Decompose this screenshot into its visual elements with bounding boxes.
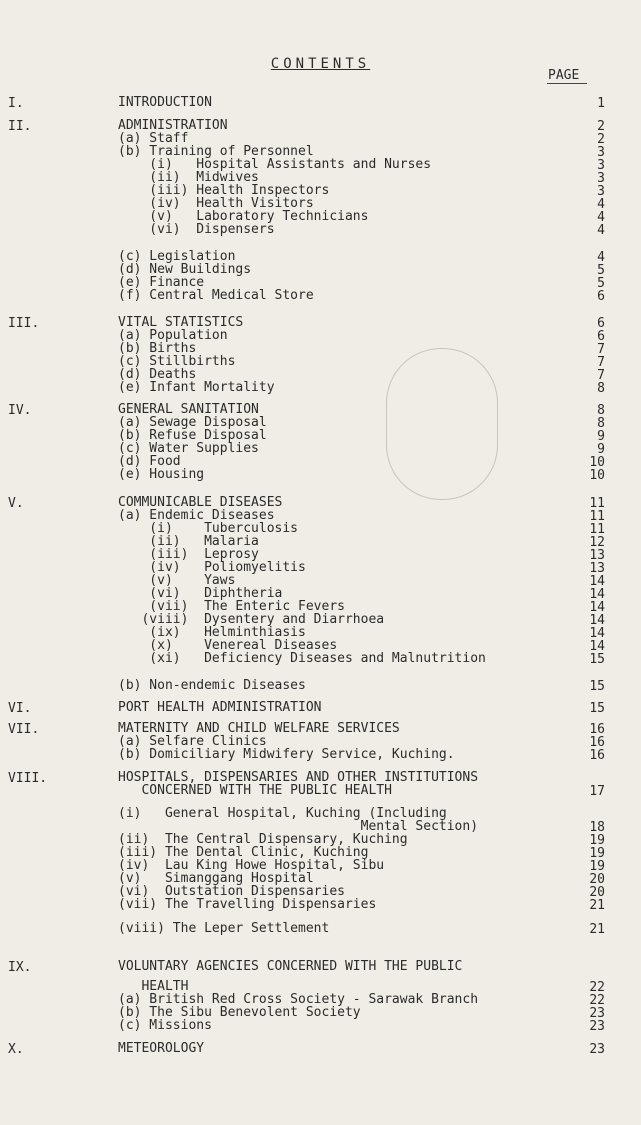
entry-title: (x) Venereal Diseases xyxy=(118,638,338,653)
entry-title: (b) Births xyxy=(118,341,197,356)
entry-title: VITAL STATISTICS xyxy=(118,315,244,330)
entry-page-number: 4 xyxy=(597,223,605,238)
entry-title: (vi) Outstation Dispensaries xyxy=(118,884,345,899)
entry-title: (ii) Midwives xyxy=(118,170,259,185)
entry-page-number: 4 xyxy=(597,197,605,212)
entry-page-number: 15 xyxy=(589,652,605,667)
entry-page-number: 14 xyxy=(589,600,605,615)
entry-title: METEOROLOGY xyxy=(118,1041,205,1056)
entry-page-number: 14 xyxy=(589,613,605,628)
entry-title: (v) Yaws xyxy=(118,573,236,588)
entry-title: (ii) Malaria xyxy=(118,534,259,549)
section-number: IV. xyxy=(8,403,32,418)
entry-title: (b) The Sibu Benevolent Society xyxy=(118,1005,361,1020)
entry-title: (c) Water Supplies xyxy=(118,441,259,456)
entry-page-number: 5 xyxy=(597,276,605,291)
entry-title: (e) Housing xyxy=(118,467,205,482)
entry-title: ADMINISTRATION xyxy=(118,118,228,133)
entry-title: (i) General Hospital, Kuching (Including xyxy=(118,806,447,821)
entry-page-number: 16 xyxy=(589,735,605,750)
entry-title: (a) Endemic Diseases xyxy=(118,508,275,523)
section-number: III. xyxy=(8,316,40,331)
entry-page-number: 9 xyxy=(597,442,605,457)
entry-title: (vi) Diphtheria xyxy=(118,586,283,601)
entry-page-number: 8 xyxy=(597,381,605,396)
entry-page-number: 3 xyxy=(597,171,605,186)
entry-page-number: 21 xyxy=(589,922,605,937)
entry-title: (b) Domiciliary Midwifery Service, Kuching. xyxy=(118,747,455,762)
entry-page-number: 19 xyxy=(589,859,605,874)
page-column-label: PAGE xyxy=(548,68,580,83)
entry-page-number: 20 xyxy=(589,872,605,887)
entry-page-number: 13 xyxy=(589,561,605,576)
entry-page-number: 9 xyxy=(597,429,605,444)
section-number: VII. xyxy=(8,722,40,737)
entry-title: (b) Non-endemic Diseases xyxy=(118,678,306,693)
entry-page-number: 8 xyxy=(597,403,605,418)
entry-page-number: 10 xyxy=(589,468,605,483)
entry-page-number: 15 xyxy=(589,679,605,694)
section-number: I. xyxy=(8,96,24,111)
entry-title: (b) Training of Personnel xyxy=(118,144,314,159)
entry-page-number: 3 xyxy=(597,145,605,160)
entry-title: (v) Laboratory Technicians xyxy=(118,209,369,224)
entry-title: (ii) The Central Dispensary, Kuching xyxy=(118,832,408,847)
library-stamp xyxy=(386,348,498,500)
entry-page-number: 23 xyxy=(589,1042,605,1057)
entry-page-number: 23 xyxy=(589,1019,605,1034)
entry-title: (iv) Poliomyelitis xyxy=(118,560,306,575)
entry-title: (iv) Health Visitors xyxy=(118,196,314,211)
entry-page-number: 5 xyxy=(597,263,605,278)
entry-title: HOSPITALS, DISPENSARIES AND OTHER INSTITUTIONS xyxy=(118,770,479,785)
entry-title: (vii) The Travelling Dispensaries xyxy=(118,897,377,912)
entry-title: (c) Missions xyxy=(118,1018,212,1033)
section-number: VIII. xyxy=(8,771,48,786)
entry-page-number: 15 xyxy=(589,701,605,716)
entry-page-number: 3 xyxy=(597,158,605,173)
entry-title: (a) Selfare Clinics xyxy=(118,734,267,749)
entry-title: INTRODUCTION xyxy=(118,95,212,110)
section-number: IX. xyxy=(8,960,32,975)
entry-title: (d) Deaths xyxy=(118,367,197,382)
entry-title: (i) Tuberculosis xyxy=(118,521,299,536)
entry-page-number: 11 xyxy=(589,509,605,524)
entry-title: (xi) Deficiency Diseases and Malnutrition xyxy=(118,651,486,666)
section-number: II. xyxy=(8,119,32,134)
entry-page-number: 22 xyxy=(589,980,605,995)
entry-title: (e) Infant Mortality xyxy=(118,380,275,395)
entry-title: (f) Central Medical Store xyxy=(118,288,314,303)
entry-title: (iv) Lau King Howe Hospital, Sibu xyxy=(118,858,385,873)
entry-page-number: 11 xyxy=(589,522,605,537)
entry-page-number: 20 xyxy=(589,885,605,900)
entry-title: (ix) Helminthiasis xyxy=(118,625,306,640)
entry-page-number: 1 xyxy=(597,96,605,111)
entry-page-number: 13 xyxy=(589,548,605,563)
entry-page-number: 4 xyxy=(597,210,605,225)
entry-title: HEALTH xyxy=(118,979,189,994)
entry-title: PORT HEALTH ADMINISTRATION xyxy=(118,700,322,715)
entry-title: Mental Section) xyxy=(118,819,479,834)
entry-page-number: 6 xyxy=(597,316,605,331)
entry-page-number: 21 xyxy=(589,898,605,913)
entry-title: (b) Refuse Disposal xyxy=(118,428,267,443)
entry-title: (a) Population xyxy=(118,328,228,343)
section-number: VI. xyxy=(8,701,32,716)
entry-title: CONCERNED WITH THE PUBLIC HEALTH xyxy=(118,783,392,798)
entry-title: (vi) Dispensers xyxy=(118,222,275,237)
entry-page-number: 12 xyxy=(589,535,605,550)
entry-page-number: 14 xyxy=(589,587,605,602)
entry-page-number: 7 xyxy=(597,355,605,370)
entry-page-number: 22 xyxy=(589,993,605,1008)
entry-title: (vii) The Enteric Fevers xyxy=(118,599,345,614)
entry-page-number: 14 xyxy=(589,626,605,641)
entry-page-number: 19 xyxy=(589,846,605,861)
entry-title: (c) Legislation xyxy=(118,249,236,264)
entry-page-number: 2 xyxy=(597,132,605,147)
entry-page-number: 16 xyxy=(589,748,605,763)
contents-heading: CONTENTS xyxy=(270,56,371,72)
section-number: V. xyxy=(8,496,24,511)
entry-title: (c) Stillbirths xyxy=(118,354,236,369)
entry-page-number: 18 xyxy=(589,820,605,835)
entry-page-number: 23 xyxy=(589,1006,605,1021)
entry-title: (iii) Leprosy xyxy=(118,547,259,562)
entry-title: COMMUNICABLE DISEASES xyxy=(118,495,283,510)
entry-page-number: 16 xyxy=(589,722,605,737)
entry-page-number: 7 xyxy=(597,368,605,383)
entry-page-number: 17 xyxy=(589,784,605,799)
entry-page-number: 3 xyxy=(597,184,605,199)
entry-page-number: 6 xyxy=(597,329,605,344)
entry-page-number: 8 xyxy=(597,416,605,431)
entry-title: (iii) Health Inspectors xyxy=(118,183,330,198)
entry-title: (a) Sewage Disposal xyxy=(118,415,267,430)
entry-title: (viii) The Leper Settlement xyxy=(118,921,330,936)
entry-page-number: 7 xyxy=(597,342,605,357)
entry-title: VOLUNTARY AGENCIES CONCERNED WITH THE PUBLIC xyxy=(118,959,463,974)
entry-page-number: 4 xyxy=(597,250,605,265)
entry-page-number: 14 xyxy=(589,574,605,589)
entry-title: (a) Staff xyxy=(118,131,189,146)
entry-page-number: 19 xyxy=(589,833,605,848)
section-number: X. xyxy=(8,1042,24,1057)
entry-title: GENERAL SANITATION xyxy=(118,402,259,417)
entry-title: (d) Food xyxy=(118,454,181,469)
entry-title: (a) British Red Cross Society - Sarawak Branch xyxy=(118,992,479,1007)
entry-title: (v) Simanggang Hospital xyxy=(118,871,314,886)
entry-title: (i) Hospital Assistants and Nurses xyxy=(118,157,432,172)
entry-title: (viii) Dysentery and Diarrhoea xyxy=(118,612,385,627)
entry-page-number: 14 xyxy=(589,639,605,654)
entry-page-number: 6 xyxy=(597,289,605,304)
entry-page-number: 10 xyxy=(589,455,605,470)
entry-page-number: 11 xyxy=(589,496,605,511)
entry-title: MATERNITY AND CHILD WELFARE SERVICES xyxy=(118,721,400,736)
entry-title: (e) Finance xyxy=(118,275,205,290)
entry-page-number: 2 xyxy=(597,119,605,134)
page-label-rule xyxy=(547,83,587,84)
entry-title: (iii) The Dental Clinic, Kuching xyxy=(118,845,369,860)
entry-title: (d) New Buildings xyxy=(118,262,252,277)
